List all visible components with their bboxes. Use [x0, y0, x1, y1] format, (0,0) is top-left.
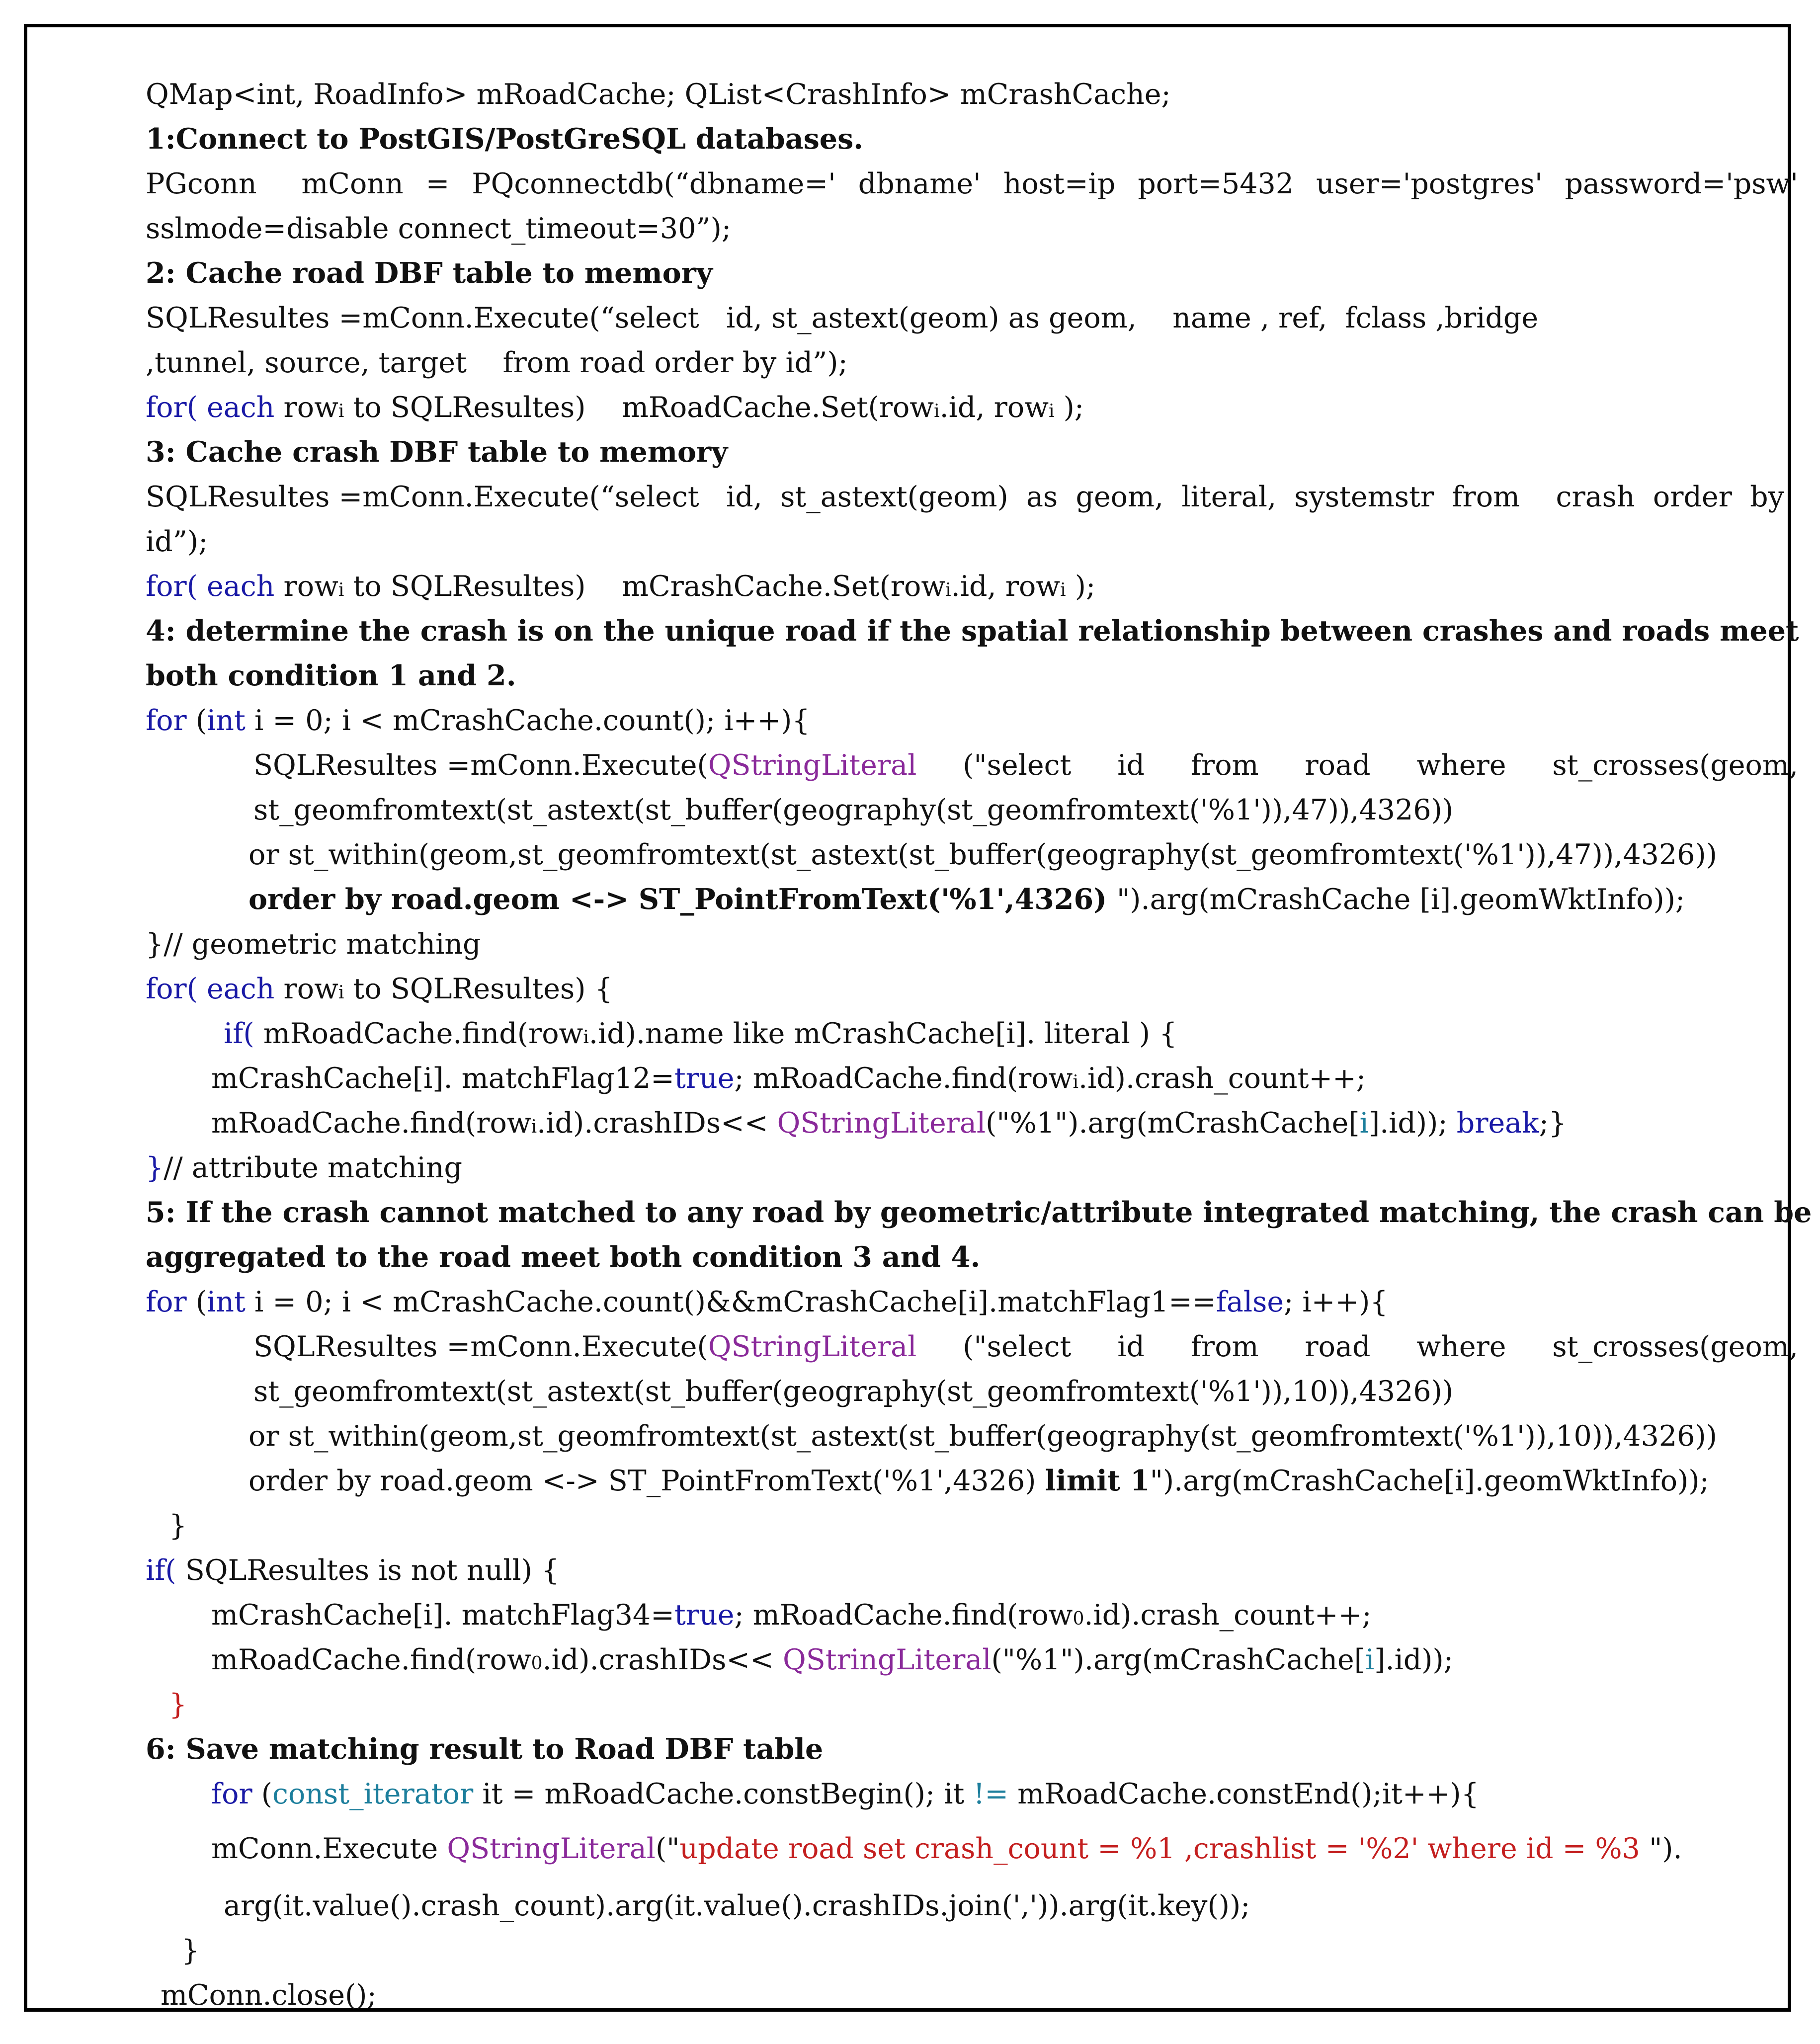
road-query-line-1: SQLResultes =mConn.Execute(“select id, st_astext(geom) as geom, name , ref, fclass ,bridge — [146, 302, 1539, 334]
loop-3-header: for (int i = 0; i < mCrashCache.count()&&mCrashCache[i].matchFlag1==false; i++){ — [146, 1286, 1388, 1318]
append-crash-ids-1: mRoadCache.find(rowi.id).crashIDs<< QStringLiteral("%1").arg(mCrashCache[i].id)); break;} — [211, 1107, 1567, 1140]
connection-close: mConn.close(); — [161, 1979, 377, 2012]
geom-query-line-4: order by road.geom <-> ST_PointFromText('%1',4326) ").arg(mCrashCache [i].geomWktInfo)); — [248, 883, 1685, 916]
attr-query-line-2: st_geomfromtext(st_astext(st_buffer(geography(st_geomfromtext('%1')),10)),4326)) — [253, 1375, 1454, 1408]
connection-line-1 — [146, 162, 1798, 206]
step-1-heading: 1:Connect to PostGIS/PostGreSQL databases. — [146, 122, 864, 156]
step-2-heading: 2: Cache road DBF table to memory — [146, 256, 713, 290]
attr-query-line-3: or st_within(geom,st_geomfromtext(st_astext(st_buffer(geography(st_geomfromtext('%1')),10)),4326)) — [248, 1420, 1717, 1453]
if-not-null: if( SQLResultes is not null) { — [146, 1554, 560, 1587]
algorithm-code — [27, 27, 1812, 2012]
update-statement: mConn.Execute QStringLiteral("update road set crash_count = %1 ,crashlist = '%2' where id = %3 "). — [211, 1832, 1682, 1865]
loop-2-header: for( each rowi to SQLResultes) { — [146, 973, 613, 1005]
cache-declarations: QMap<int, RoadInfo> mRoadCache; QList<CrashInfo> mCrashCache; — [146, 78, 1171, 111]
append-crash-ids-2: mRoadCache.find(row0.id).crashIDs<< QStringLiteral("%1").arg(mCrashCache[i].id)); — [211, 1643, 1453, 1676]
road-query-line-2: ,tunnel, source, target from road order by id”); — [146, 346, 848, 379]
if-name-like: if( mRoadCache.find(rowi.id).name like mCrashCache[i]. literal ) { — [224, 1017, 1177, 1050]
iterator-loop-close: } — [181, 1934, 200, 1967]
connection-text: PGconn mConn = PQconnectdb(“dbname=' dbname' host=ip port=5432 user='postgres' password='psw' — [146, 167, 1798, 200]
crash-query-line-2: id”); — [146, 525, 208, 558]
attribute-matching-comment: }// attribute matching — [146, 1151, 463, 1184]
geom-query-line-3: or st_within(geom,st_geomfromtext(st_astext(st_buffer(geography(st_geomfromtext('%1')),47)),4326)) — [248, 838, 1717, 871]
attr-query-line-4: order by road.geom <-> ST_PointFromText('%1',4326) limit 1").arg(mCrashCache[i].geomWktInfo)); — [248, 1464, 1709, 1497]
kw-for: for( — [146, 391, 198, 424]
step-5-heading-line-1: 5: If the crash cannot matched to any road by geometric/attribute integrated matching, the crash can be — [146, 1196, 1812, 1229]
step-4-heading-line-1: 4: determine the crash is on the unique road if the spatial relationship between crashes and roads meet — [146, 614, 1799, 648]
code-frame — [24, 24, 1812, 2012]
update-arguments: arg(it.value().crash_count).arg(it.value().crashIDs.join(',')).arg(it.key()); — [224, 1889, 1250, 1922]
geom-query-line-2: st_geomfromtext(st_astext(st_buffer(geography(st_geomfromtext('%1')),47)),4326)) — [253, 794, 1454, 826]
iterator-loop: for (const_iterator it = mRoadCache.constBegin(); it != mRoadCache.constEnd();it++){ — [211, 1778, 1479, 1810]
kw-each: each — [207, 391, 275, 424]
step-6-heading: 6: Save matching result to Road DBF table — [146, 1732, 824, 1766]
geom-query-line-1: SQLResultes =mConn.Execute(QStringLiteral ("select id from road where st_crosses(geom, — [253, 749, 1798, 782]
if-close: } — [169, 1688, 187, 1721]
crash-query-line-1: SQLResultes =mConn.Execute(“select id, st_astext(geom) as geom, literal, systemstr from crash order by — [146, 481, 1784, 513]
step-5-heading-line-2: aggregated to the road meet both condition 3 and 4. — [146, 1240, 981, 1274]
crash-cache-loop: for( each rowi to SQLResultes) mCrashCache.Set(rowi.id, rowi ); — [146, 570, 1096, 603]
road-cache-loop: for( each rowi to SQLResultes) mRoadCache.Set(rowi.id, rowi ); — [146, 391, 1084, 424]
set-flag12: mCrashCache[i]. matchFlag12=true; mRoadCache.find(rowi.id).crash_count++; — [211, 1062, 1366, 1095]
set-flag34: mCrashCache[i]. matchFlag34=true; mRoadCache.find(row0.id).crash_count++; — [211, 1599, 1372, 1632]
loop-3-close: } — [169, 1509, 187, 1542]
geometric-matching-comment: }// geometric matching — [146, 928, 481, 961]
connection-line-2: sslmode=disable connect_timeout=30”); — [146, 212, 732, 245]
attr-query-line-1: SQLResultes =mConn.Execute(QStringLiteral ("select id from road where st_crosses(geom, — [253, 1330, 1798, 1363]
step-4-heading-line-2: both condition 1 and 2. — [146, 659, 516, 692]
step-3-heading: 3: Cache crash DBF table to memory — [146, 435, 728, 469]
loop-1-header: for (int i = 0; i < mCrashCache.count(); i++){ — [146, 704, 810, 737]
